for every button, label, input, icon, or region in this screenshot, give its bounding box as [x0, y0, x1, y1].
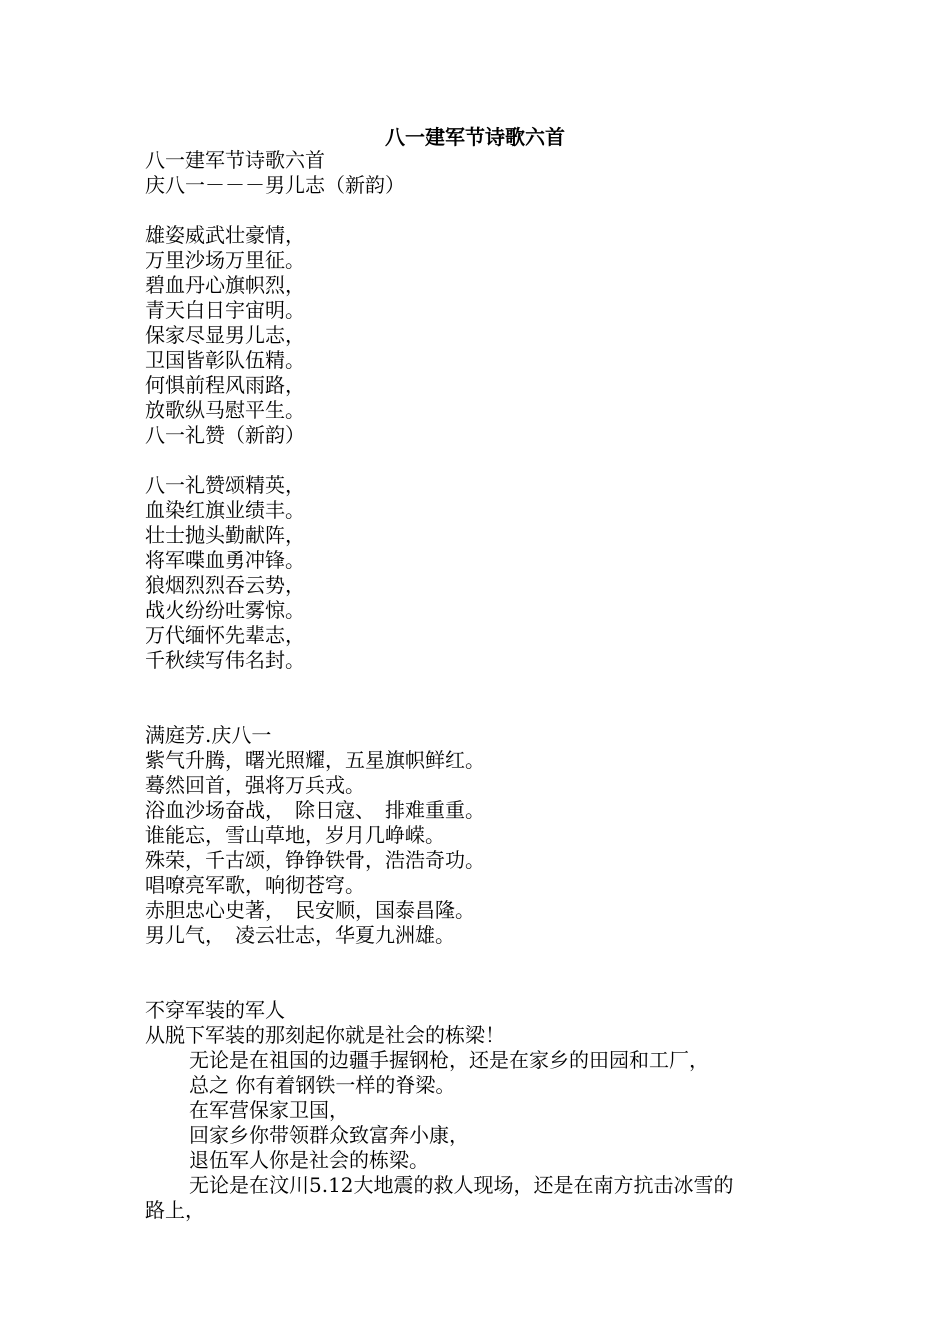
- poem-title: 庆八一－－－男儿志（新韵）: [145, 173, 405, 197]
- poem-line: 无论是在祖国的边疆手握钢枪，还是在家乡的田园和工厂，: [189, 1048, 709, 1072]
- poem-title: 满庭芳.庆八一: [145, 723, 272, 747]
- poem-line: 八一礼赞颂精英，: [145, 473, 305, 497]
- document-subtitle: 八一建军节诗歌六首: [145, 148, 325, 172]
- poem-line: 雄姿威武壮豪情，: [145, 223, 305, 247]
- poem-line: 无论是在汶川5.12大地震的救人现场，还是在南方抗击冰雪的: [189, 1173, 734, 1197]
- blank-line: [145, 673, 825, 723]
- poem-title: 八一礼赞（新韵）: [145, 423, 305, 447]
- poem-line: 殊荣，千古颂，铮铮铁骨，浩浩奇功。: [145, 848, 485, 872]
- poem-line: 青天白日宇宙明。: [145, 298, 305, 322]
- poem-line: 唱嘹亮军歌，响彻苍穹。: [145, 873, 365, 897]
- document-body: [145, 148, 825, 1223]
- poem-line: 路上，: [145, 1198, 205, 1222]
- poem-line: 千秋续写伟名封。: [145, 648, 305, 672]
- poem-line: 男儿气， 凌云壮志，华夏九洲雄。: [145, 923, 455, 947]
- poem-line: 万里沙场万里征。: [145, 248, 305, 272]
- poem-line: 总之 你有着钢铁一样的脊梁。: [189, 1073, 456, 1097]
- poem-line: 从脱下军装的那刻起你就是社会的栋梁！: [145, 1023, 505, 1047]
- poem-line: 浴血沙场奋战， 除日寇、 排难重重。: [145, 798, 485, 822]
- poem-line: 碧血丹心旗帜烈，: [145, 273, 305, 297]
- poem-title: 不穿军装的军人: [145, 998, 285, 1022]
- poem-line: 回家乡你带领群众致富奔小康，: [189, 1123, 469, 1147]
- poem-line: 卫国皆彰队伍精。: [145, 348, 305, 372]
- poem-line: 保家尽显男儿志，: [145, 323, 305, 347]
- poem-line: 在军营保家卫国，: [189, 1098, 349, 1122]
- poem-line: 将军喋血勇冲锋。: [145, 548, 305, 572]
- blank-line: [145, 948, 825, 998]
- poem-line: 血染红旗业绩丰。: [145, 498, 305, 522]
- poem-line: 紫气升腾，曙光照耀，五星旗帜鲜红。: [145, 748, 485, 772]
- poem-line: 放歌纵马慰平生。: [145, 398, 305, 422]
- poem-line: 赤胆忠心史著， 民安顺，国泰昌隆。: [145, 898, 475, 922]
- poem-line: 退伍军人你是社会的栋梁。: [189, 1148, 429, 1172]
- blank-line: [145, 448, 825, 473]
- poem-line: 壮士抛头勤献阵，: [145, 523, 305, 547]
- poem-line: 蓦然回首，强将万兵戎。: [145, 773, 365, 797]
- poem-line: 战火纷纷吐雾惊。: [145, 598, 305, 622]
- poem-line: 何惧前程风雨路，: [145, 373, 305, 397]
- poem-line: 狼烟烈烈吞云势，: [145, 573, 305, 597]
- poem-line: 谁能忘，雪山草地，岁月几峥嵘。: [145, 823, 445, 847]
- document-title: 八一建军节诗歌六首: [385, 125, 565, 149]
- poem-line: 万代缅怀先辈志，: [145, 623, 305, 647]
- blank-line: [145, 198, 825, 223]
